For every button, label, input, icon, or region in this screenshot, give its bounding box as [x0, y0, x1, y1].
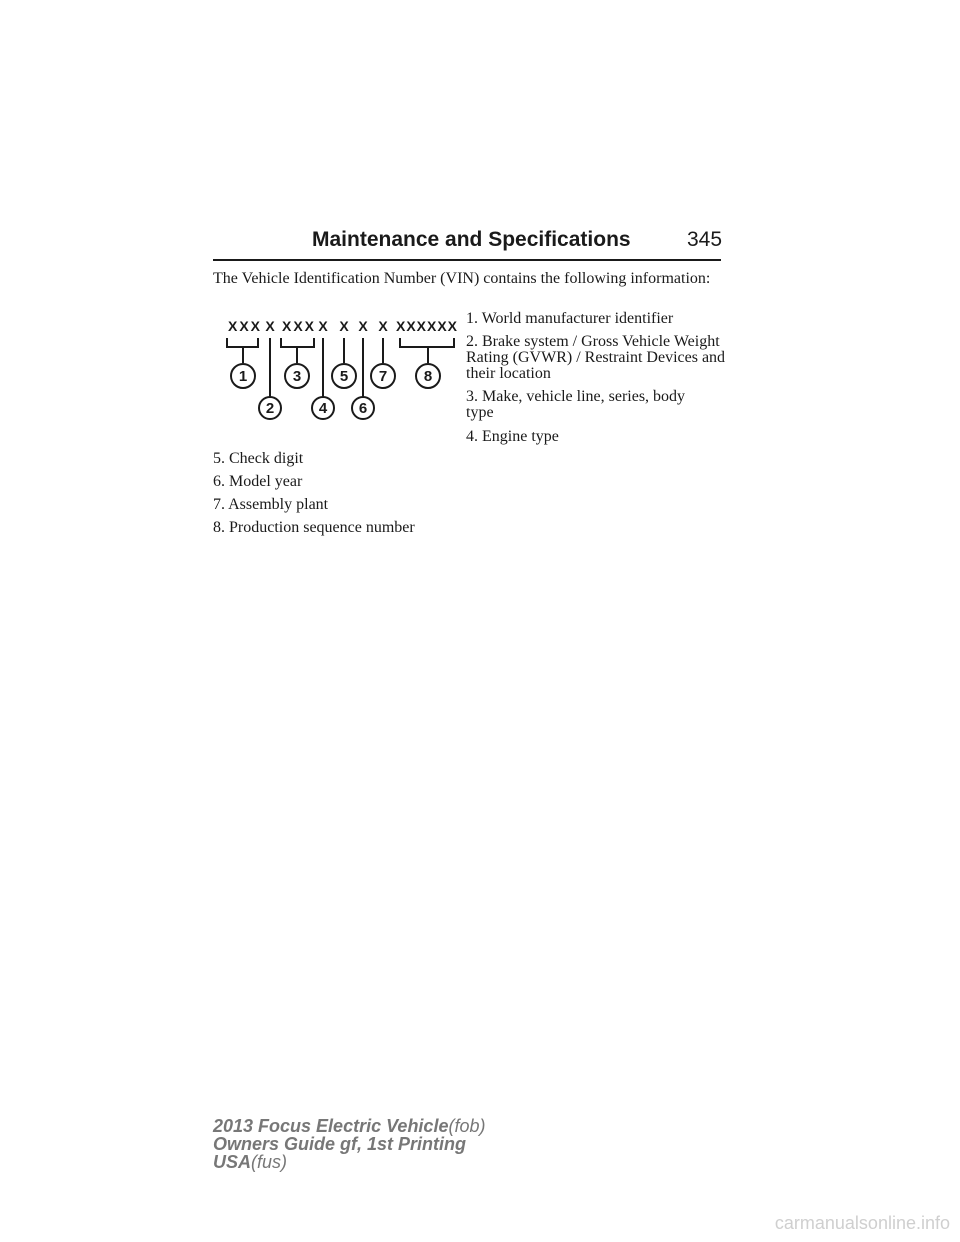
- intro-paragraph: The Vehicle Identification Number (VIN) contains the following information:: [213, 270, 711, 287]
- vin-group-5: X: [339, 318, 349, 334]
- callout-7: 7: [378, 368, 388, 385]
- list-item-6: 6. Model year: [213, 473, 303, 490]
- footer-imprint: [213, 1117, 485, 1171]
- vin-group-8: XXXXXX: [395, 318, 458, 334]
- callout-8: 8: [423, 368, 433, 385]
- bracket-8: [400, 338, 454, 363]
- vin-group-3: XXX: [281, 318, 317, 334]
- bracket-1: [227, 338, 258, 363]
- callout-4: 4: [318, 400, 328, 417]
- section-title: Maintenance and Specifications: [312, 228, 631, 251]
- list-item-4: 4. Engine type: [466, 428, 559, 445]
- page-number: 345: [687, 228, 723, 251]
- footer-region-code: (fus): [251, 1152, 288, 1172]
- vin-group-6: X: [358, 318, 368, 334]
- footer-model-code: (fob): [448, 1116, 486, 1136]
- footer-region: USA: [213, 1152, 252, 1172]
- list-item-7: 7. Assembly plant: [213, 496, 329, 513]
- callout-3: 3: [292, 368, 302, 385]
- callout-2: 2: [265, 400, 275, 417]
- vin-diagram: [213, 310, 458, 425]
- footer-printing: Owners Guide gf, 1st Printing: [213, 1134, 467, 1154]
- list-item-3: 3. Make, vehicle line, series, body type: [466, 388, 686, 421]
- list-item-8: 8. Production sequence number: [213, 519, 415, 536]
- vin-group-4: X: [318, 318, 328, 334]
- list-item-2: 2. Brake system / Gross Vehicle Weight Rating (GVWR) / Restraint Devices and their location: [466, 333, 726, 382]
- vin-group-7: X: [378, 318, 388, 334]
- list-item-1: 1. World manufacturer identifier: [466, 310, 674, 327]
- callout-1: 1: [238, 368, 248, 385]
- callout-5: 5: [339, 368, 349, 385]
- vin-group-2: X: [265, 318, 275, 334]
- watermark: carmanualsonline.info: [774, 1213, 950, 1233]
- footer-model: 2013 Focus Electric Vehicle: [213, 1116, 449, 1136]
- vin-group-1: XXX: [227, 318, 263, 334]
- callout-6: 6: [358, 400, 368, 417]
- list-item-5: 5. Check digit: [213, 450, 304, 467]
- header-divider: [213, 259, 721, 261]
- bracket-3: [281, 338, 314, 363]
